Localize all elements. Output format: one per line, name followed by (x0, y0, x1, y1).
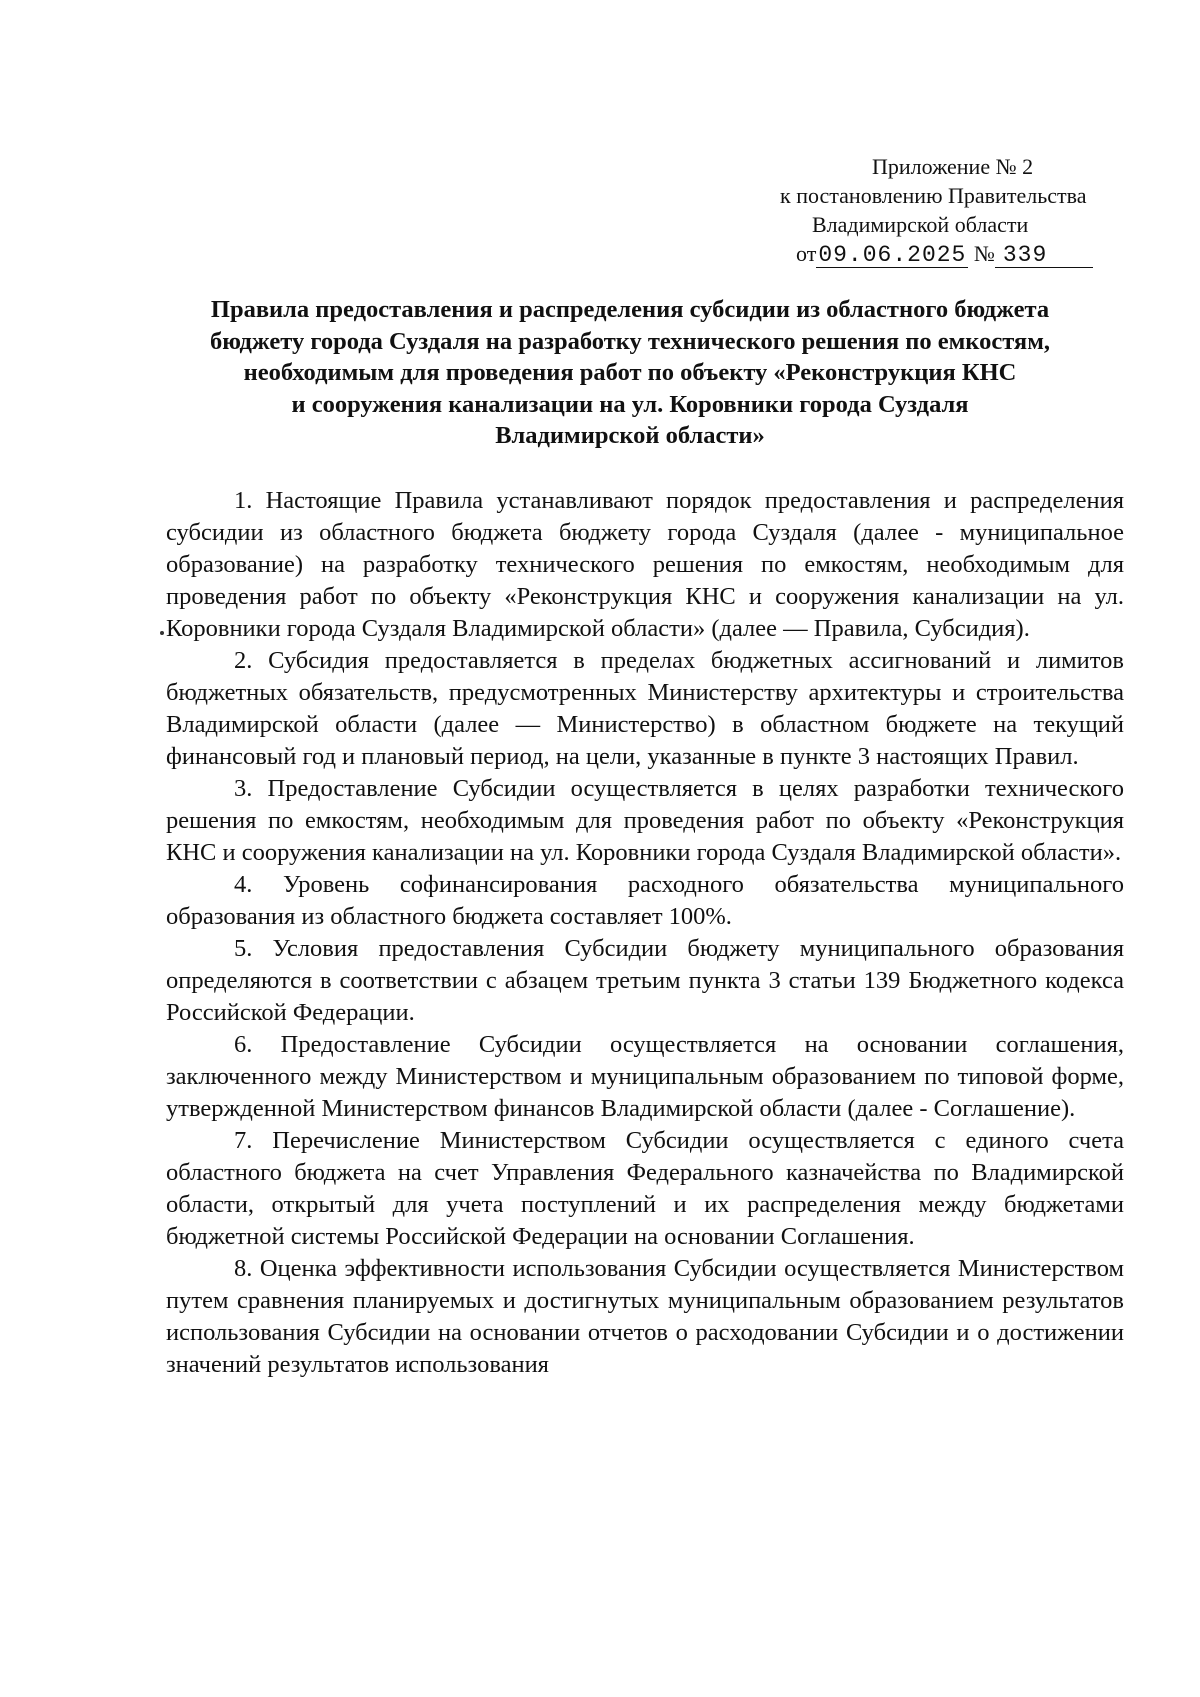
resolution-date: 09.06.2025 (818, 242, 967, 268)
title-line: бюджету города Суздаля на разработку технического решения по емкостям, (209, 327, 1051, 355)
number-prefix: № (973, 241, 995, 266)
title-line: Владимирской области» (495, 422, 765, 449)
paragraph-1: 1. Настоящие Правила устанавливают порядок предоставления и распределения субсидии из областного бюджета бюджету города Суздаля (далее - муниципальное образование) на разработку технического решения по емкостям, необходимым для проведения работ по объекту «Реконструкция КНС и сооружения канализации на ул. Коровники города Суздаля Владимирской области» (далее — Правила, Субсидия). (166, 487, 1124, 642)
document-title (150, 294, 1110, 452)
appendix-date-line (700, 239, 1120, 268)
scan-speck (160, 631, 164, 635)
appendix-region: Владимирской области (812, 212, 1029, 237)
appendix-number: Приложение № 2 (872, 154, 1034, 179)
paragraph-8: 8. Оценка эффективности использования Субсидии осуществляется Министерством путем сравнения планируемых и достигнутых муниципальным образованием результатов использования Субсидии на основании отчетов о расходовании Субсидии и о достижении значений результатов использования (166, 1255, 1124, 1378)
appendix-header (700, 152, 1120, 268)
date-prefix: от (796, 241, 817, 266)
resolution-number: 339 (995, 243, 1093, 268)
document-body (166, 485, 1124, 1381)
paragraph-4: 4. Уровень софинансирования расходного обязательства муниципального образования из областного бюджета составляет 100%. (166, 871, 1124, 930)
paragraph-3: 3. Предоставление Субсидии осуществляется в целях разработки технического решения по емкостям, необходимым для проведения работ по объекту «Реконструкция КНС и сооружения канализации на ул. Коровники города Суздаля Владимирской области». (166, 775, 1124, 866)
title-line: Правила предоставления и распределения субсидии из областного бюджета (210, 296, 1050, 323)
paragraph-7: 7. Перечисление Министерством Субсидии осуществляется с единого счета областного бюджета на счет Управления Федерального казначейства по Владимирской области, открытый для учета поступлений и их распределения между бюджетами бюджетной системы Российской Федерации на основании Соглашения. (166, 1127, 1124, 1250)
paragraph-5: 5. Условия предоставления Субсидии бюджету муниципального образования определяются в соответствии с абзацем третьим пункта 3 статьи 139 Бюджетного кодекса Российской Федерации. (166, 935, 1124, 1026)
appendix-resolution-ref: к постановлению Правительства (780, 183, 1087, 208)
paragraph-6: 6. Предоставление Субсидии осуществляется на основании соглашения, заключенного между Министерством и муниципальным образованием по типовой форме, утвержденной Министерством финансов Владимирской области (далее - Соглашение). (166, 1031, 1124, 1122)
paragraph-2: 2. Субсидия предоставляется в пределах бюджетных ассигнований и лимитов бюджетных обязательств, предусмотренных Министерству архитектуры и строительства Владимирской области (далее — Министерство) в областном бюджете на текущий финансовый год и плановый период, на цели, указанные в пункте 3 настоящих Правил. (166, 647, 1124, 770)
title-line: необходимым для проведения работ по объекту «Реконструкция КНС (243, 359, 1017, 386)
title-line: и сооружения канализации на ул. Коровники города Суздаля (291, 390, 969, 418)
